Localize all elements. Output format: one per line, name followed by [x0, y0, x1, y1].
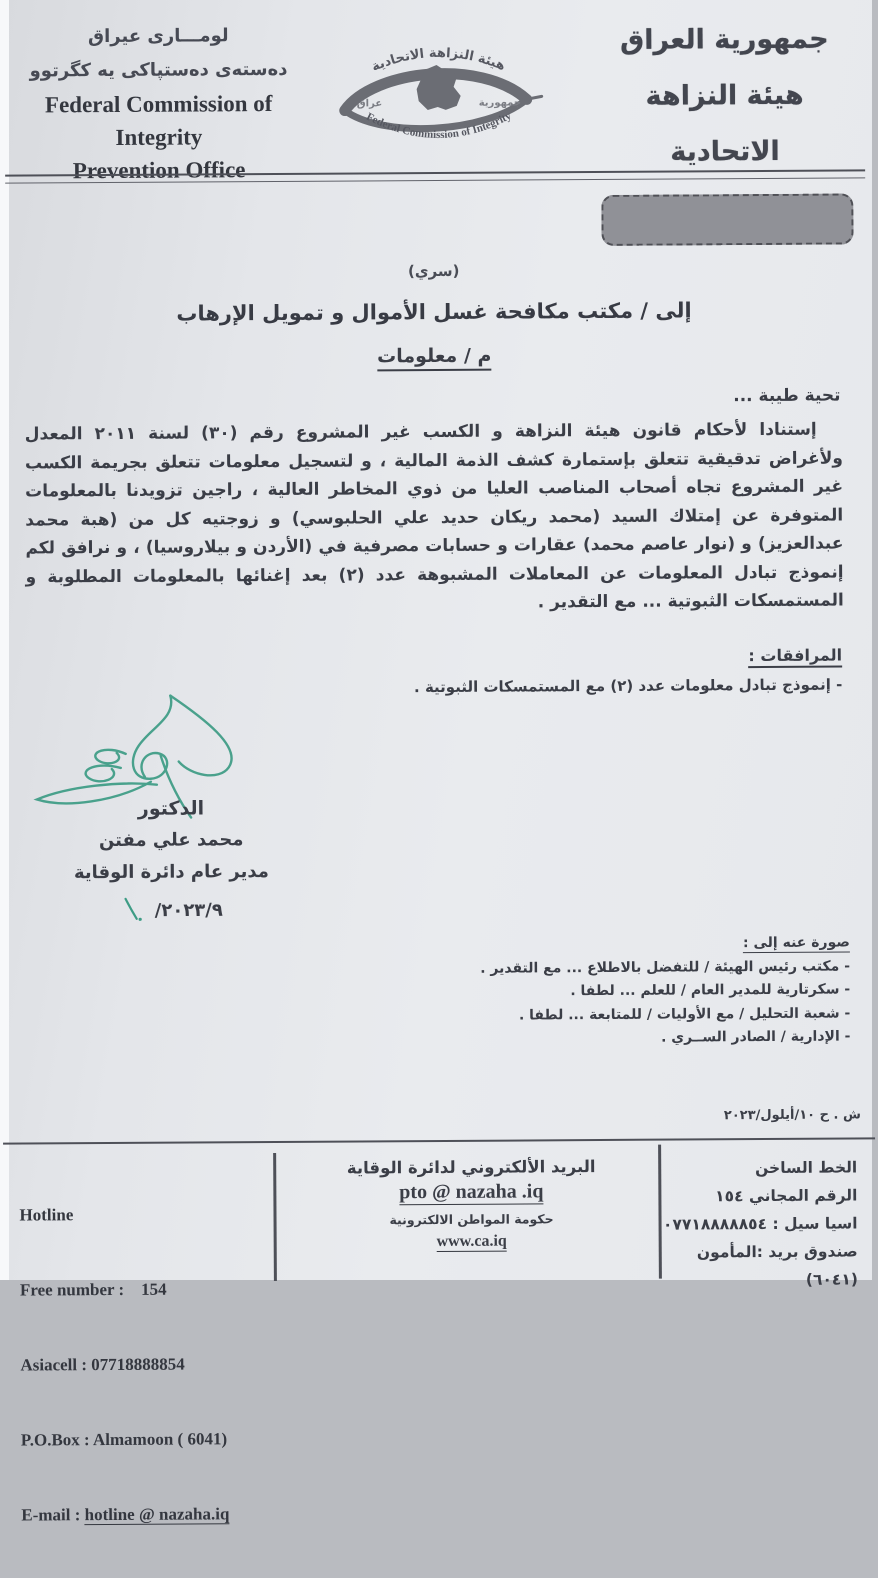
asiacell-line: Asiacell : 07718888854	[20, 1354, 185, 1375]
free-number-line-arabic: الرقم المجاني ١٥٤	[715, 1186, 858, 1206]
header-left-block	[8, 19, 309, 188]
egov-label: حكومة المواطن الالكترونية	[389, 1211, 554, 1228]
redaction-box	[601, 193, 853, 246]
pobox-line-arabic: صندوق بريد :المأمون (٦٠٤١)	[696, 1242, 858, 1289]
cc-block	[480, 931, 851, 1051]
signature-date: ٢٠٢٣/٩/	[62, 895, 282, 927]
prevention-email-address: pto @ nazaha .iq	[399, 1180, 544, 1204]
kurdish-title-line2: دەستەى دەستپاكى يە كگرتوو	[29, 58, 288, 82]
body-paragraph: إستنادا لأحكام قانون هيئة النزاهة و الكسب غير المشروع رقم (٣٠) لسنة ٢٠١١ المعدل ولأغراض تدقيقية تتعلق بإستمارة كشف الذمة المالية ، و لتسجيل معلومات تتعلق بجريمة الكسب غير المشروع تجاه أصحاب المناصب العليا من ذوي المخاطر العالية ، راجين تزويدنا بالمعلومات المتوفرة عن إمتلاك السيد (محمد ريكان حديد علي الحلبوسي) و زوجتيه كل من (هبة محمد عبدالعزيز) و (نوار عاصم محمد) عقارات و حسابات مصرفية في (الأردن و بيلاروسيا) ، و نرافق لكم إنموذج تبادل المعلومات عن المعاملات المشبوهة عدد (٢) بعد إغنائها بالمعلومات المطلوبة و المستمسكات الثبوتية ... مع التقدير .	[24, 419, 844, 613]
email-line: E-mail : hotline @ nazaha.iq	[21, 1504, 230, 1525]
kurdish-title-line1: لومـــارى عيراق	[87, 25, 229, 48]
pobox-line: P.O.Box : Almamoon ( 6041)	[20, 1429, 228, 1450]
footer-arabic-block	[662, 1153, 858, 1294]
hotline-label: Hotline	[19, 1205, 74, 1225]
cc-item: - مكتب رئيس الهيئة / للتفضل بالاطلاع ... مع التقدير .	[480, 957, 851, 977]
hotline-label-arabic: الخط الساخن	[755, 1158, 858, 1178]
footer-english-block	[19, 1151, 272, 1578]
logo-right-text: جمهورية	[478, 97, 522, 109]
republic-title: جمهورية العراق	[619, 23, 829, 56]
recipient-line: إلى / مكتب مكافحة غسل الأموال و تمويل الإرهاب	[176, 298, 692, 326]
footer-divider	[3, 1137, 875, 1144]
commission-logo	[328, 11, 549, 164]
signer-position: مدير عام دائرة الوقاية	[73, 861, 269, 884]
greeting-line: تحية طيبة ...	[733, 385, 841, 407]
classification-label: (سري)	[407, 261, 460, 281]
cc-title: صورة عنه إلى :	[742, 934, 850, 952]
free-number-line: Free number : 154	[19, 1279, 167, 1300]
egov-url: www.ca.iq	[436, 1232, 507, 1251]
logo-top-arabic-text: هيئة النزاهة الاتحادية	[369, 45, 508, 75]
commission-title: هيئة النزاهة الاتحادية	[645, 79, 804, 168]
logo-bottom-english-text: Federal Commission of Integrity	[364, 109, 514, 141]
cc-item: - شعبة التحليل / مع الأوليات / للمتابعة ... لطفا .	[518, 1004, 851, 1024]
signer-name: محمد علي مفتن	[98, 829, 244, 852]
english-title-line2: Prevention Office	[72, 157, 246, 184]
prevention-email-label: البريد الألكتروني لدائرة الوقاية	[346, 1157, 596, 1178]
asiacell-line-arabic: اسيا سيل : ٠٧٧١٨٨٨٨٨٥٤	[662, 1214, 858, 1234]
email-address: hotline @ nazaha.iq	[84, 1504, 230, 1525]
attachments-title: المرافقات :	[748, 646, 842, 666]
footer-center-block	[295, 1157, 648, 1252]
cc-item: - سكرتارية للمدير العام / للعلم ... لطفا .	[570, 981, 851, 1000]
cc-item: - الإدارية / الصادر الســري .	[660, 1028, 851, 1046]
handwritten-day-mark	[120, 896, 142, 927]
english-title-line1: Federal Commission of Integrity	[44, 90, 273, 150]
footer-vertical-divider-left	[273, 1153, 276, 1281]
reference-note: ش . ح ١٠/أيلول/٢٠٢٣	[723, 1107, 861, 1124]
footer-vertical-divider-right	[658, 1145, 661, 1279]
signer-title: الدكتور	[137, 797, 205, 820]
attachments-item: - إنموذج تبادل معلومات عدد (٢) مع المستمسكات الثبوتية .	[413, 675, 843, 697]
logo-left-text: عراق	[356, 98, 383, 110]
subject-line: م / معلومات	[0, 342, 870, 369]
